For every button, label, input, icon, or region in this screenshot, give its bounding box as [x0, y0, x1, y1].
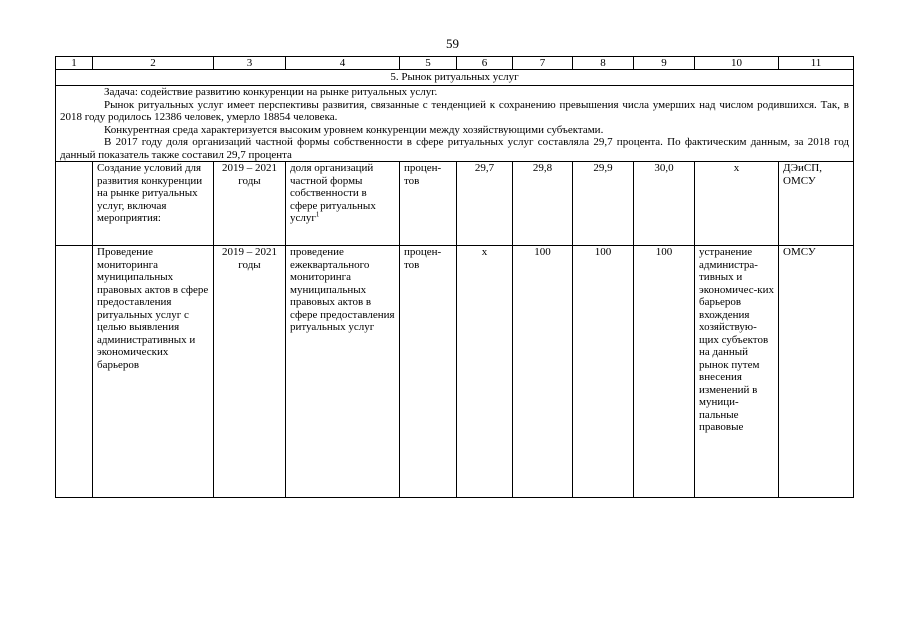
- column-number: 7: [513, 57, 573, 70]
- value-2020-cell: 100: [573, 246, 634, 498]
- value-2020-cell: 29,9: [573, 162, 634, 246]
- task-paragraph: Задача: содействие развитию конкуренции на рынке ритуальных услуг.: [104, 86, 438, 98]
- column-number: 11: [779, 57, 854, 70]
- task-description: [56, 86, 854, 162]
- task-paragraph: Конкурентная среда характеризуется высоким уровнем конкуренции между хозяйствующими субъектами.: [104, 123, 604, 136]
- column-number: 10: [695, 57, 779, 70]
- result-cell: устранение администра-тивных и экономичес-ких барьеров вхождения хозяйствую-щих субъектов на данный рынок путем внесения изменений в муници-пальные правовые: [695, 246, 779, 498]
- executor-cell: ДЭиСП, ОМСУ: [779, 162, 854, 246]
- section-title: 5. Рынок ритуальных услуг: [56, 70, 854, 86]
- column-number-row: [56, 57, 854, 70]
- column-number: 4: [286, 57, 400, 70]
- task-paragraph: Рынок ритуальных услуг имеет перспективы развития, связанные с тенденцией к сохранению превышения числа умерших над числом родившихся. Так, в 2018 году родилось 12386 человек, умерло 18854 человека.: [60, 98, 849, 123]
- table-row: [56, 246, 854, 498]
- column-number: 6: [457, 57, 513, 70]
- value-2019-cell: 100: [513, 246, 573, 498]
- value-2018-cell: х: [457, 246, 513, 498]
- page-number: 59: [446, 36, 459, 51]
- value-2018-cell: 29,7: [457, 162, 513, 246]
- column-number: 2: [93, 57, 214, 70]
- footnote-mark: 1: [315, 210, 320, 219]
- result-cell: х: [695, 162, 779, 246]
- period-cell: 2019 – 2021 годы: [214, 246, 286, 498]
- section-row: [56, 70, 854, 86]
- column-number: 5: [400, 57, 457, 70]
- executor-cell: ОМСУ: [779, 246, 854, 498]
- unit-cell: процен-тов: [400, 162, 457, 246]
- column-number: 1: [56, 57, 93, 70]
- value-2019-cell: 29,8: [513, 162, 573, 246]
- value-2021-cell: 30,0: [634, 162, 695, 246]
- measure-cell: Проведение мониторинга муниципальных правовых актов в сфере предоставления ритуальных услуг с целью выявления административных и экономических барьеров: [93, 246, 214, 498]
- column-number: 3: [214, 57, 286, 70]
- indicator-text: доля организаций частной формы собственности в сфере ритуальных услуг: [290, 162, 376, 224]
- indicator-cell: проведение ежеквартального мониторинга муниципальных правовых актов в сфере предоставления ритуальных услуг: [286, 246, 400, 498]
- period-cell: 2019 – 2021 годы: [214, 162, 286, 246]
- task-row: [56, 86, 854, 162]
- indicator-cell: [286, 162, 400, 246]
- row-number-cell: [56, 162, 93, 246]
- table-row: [56, 162, 854, 246]
- column-number: 9: [634, 57, 695, 70]
- value-2021-cell: 100: [634, 246, 695, 498]
- measure-cell: Создание условий для развития конкуренции на рынке ритуальных услуг, включая мероприятия:: [93, 162, 214, 246]
- column-number: 8: [573, 57, 634, 70]
- task-paragraph: В 2017 году доля организаций частной формы собственности в сфере ритуальных услуг составляла 29,7 процента. По фактическим данным, за 2018 год данный показатель также составил 29,7 процента: [60, 136, 849, 161]
- measures-table: [55, 56, 854, 498]
- row-number-cell: [56, 246, 93, 498]
- unit-cell: процен-тов: [400, 246, 457, 498]
